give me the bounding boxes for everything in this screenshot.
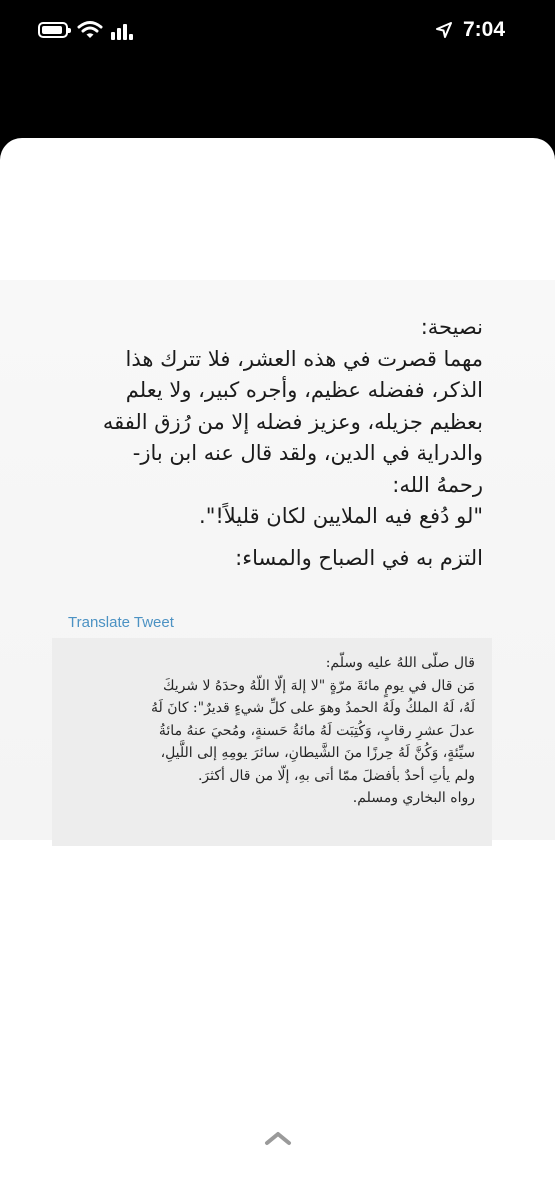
hadith-line: قال صلّى اللهُ عليه وسلّم:: [325, 655, 475, 671]
hadith-line: سيِّئةٍ، وَكُنَّ لَهُ حِرزًا منَ الشَّيطانِ، سائرَ يومِهِ إلى اللَّيلِ،: [160, 745, 475, 761]
status-bar: [0, 0, 555, 70]
status-time: 7:04: [463, 18, 506, 41]
post-line: والدراية في الدين، ولقد قال عنه ابن باز-: [132, 441, 483, 465]
post-line: بعظيم جزيله، وعزيز فضله إلا من رُزق الفقه: [102, 409, 483, 434]
post-line: "لو دُفع فيه الملايين لكان قليلاً!".: [199, 504, 483, 528]
chevron-up-icon[interactable]: [263, 1130, 293, 1146]
location-arrow-icon: [436, 22, 452, 38]
post-line: الذكر، ففضله عظيم، وأجره كبير، ولا يعلم: [125, 378, 483, 402]
post-line: التزم به في الصباح والمساء:: [235, 545, 483, 570]
hadith-line: عدلَ عشرِ رقابٍ، وَكُتِبَت لَهُ مائةُ حَسنةٍ، ومُحيَ عنهُ مائةُ: [158, 722, 475, 739]
hadith-line: ولم يأتِ أحدٌ بأفضلَ ممّا أتى بهِ، إلّا من قال أكثرَ.: [197, 767, 475, 784]
wifi-icon: [77, 20, 103, 40]
post-line: رحمهُ الله:: [392, 472, 483, 497]
post-line: مهما قصرت في هذه العشر، فلا تترك هذا: [125, 346, 483, 371]
post-line: نصيحة:: [420, 315, 483, 339]
cellular-signal-icon: [111, 22, 137, 40]
hadith-line: رواه البخاري ومسلم.: [352, 790, 475, 806]
battery-icon: [38, 22, 68, 38]
post-text: [13, 312, 483, 574]
hadith-line: مَن قال في يومٍ مائةَ مرّةٍ "لا إلهَ إلّا اللّهُ وحدَهُ لا شريكَ: [162, 677, 475, 694]
hadith-line: لَهُ، لَهُ الملكُ ولَهُ الحمدُ وهوَ على كلِّ شيءٍ قديرٌ": كانَ لَهُ: [151, 700, 475, 716]
hadith-text: [75, 652, 475, 810]
translate-tweet-link[interactable]: Translate Tweet: [68, 614, 174, 631]
